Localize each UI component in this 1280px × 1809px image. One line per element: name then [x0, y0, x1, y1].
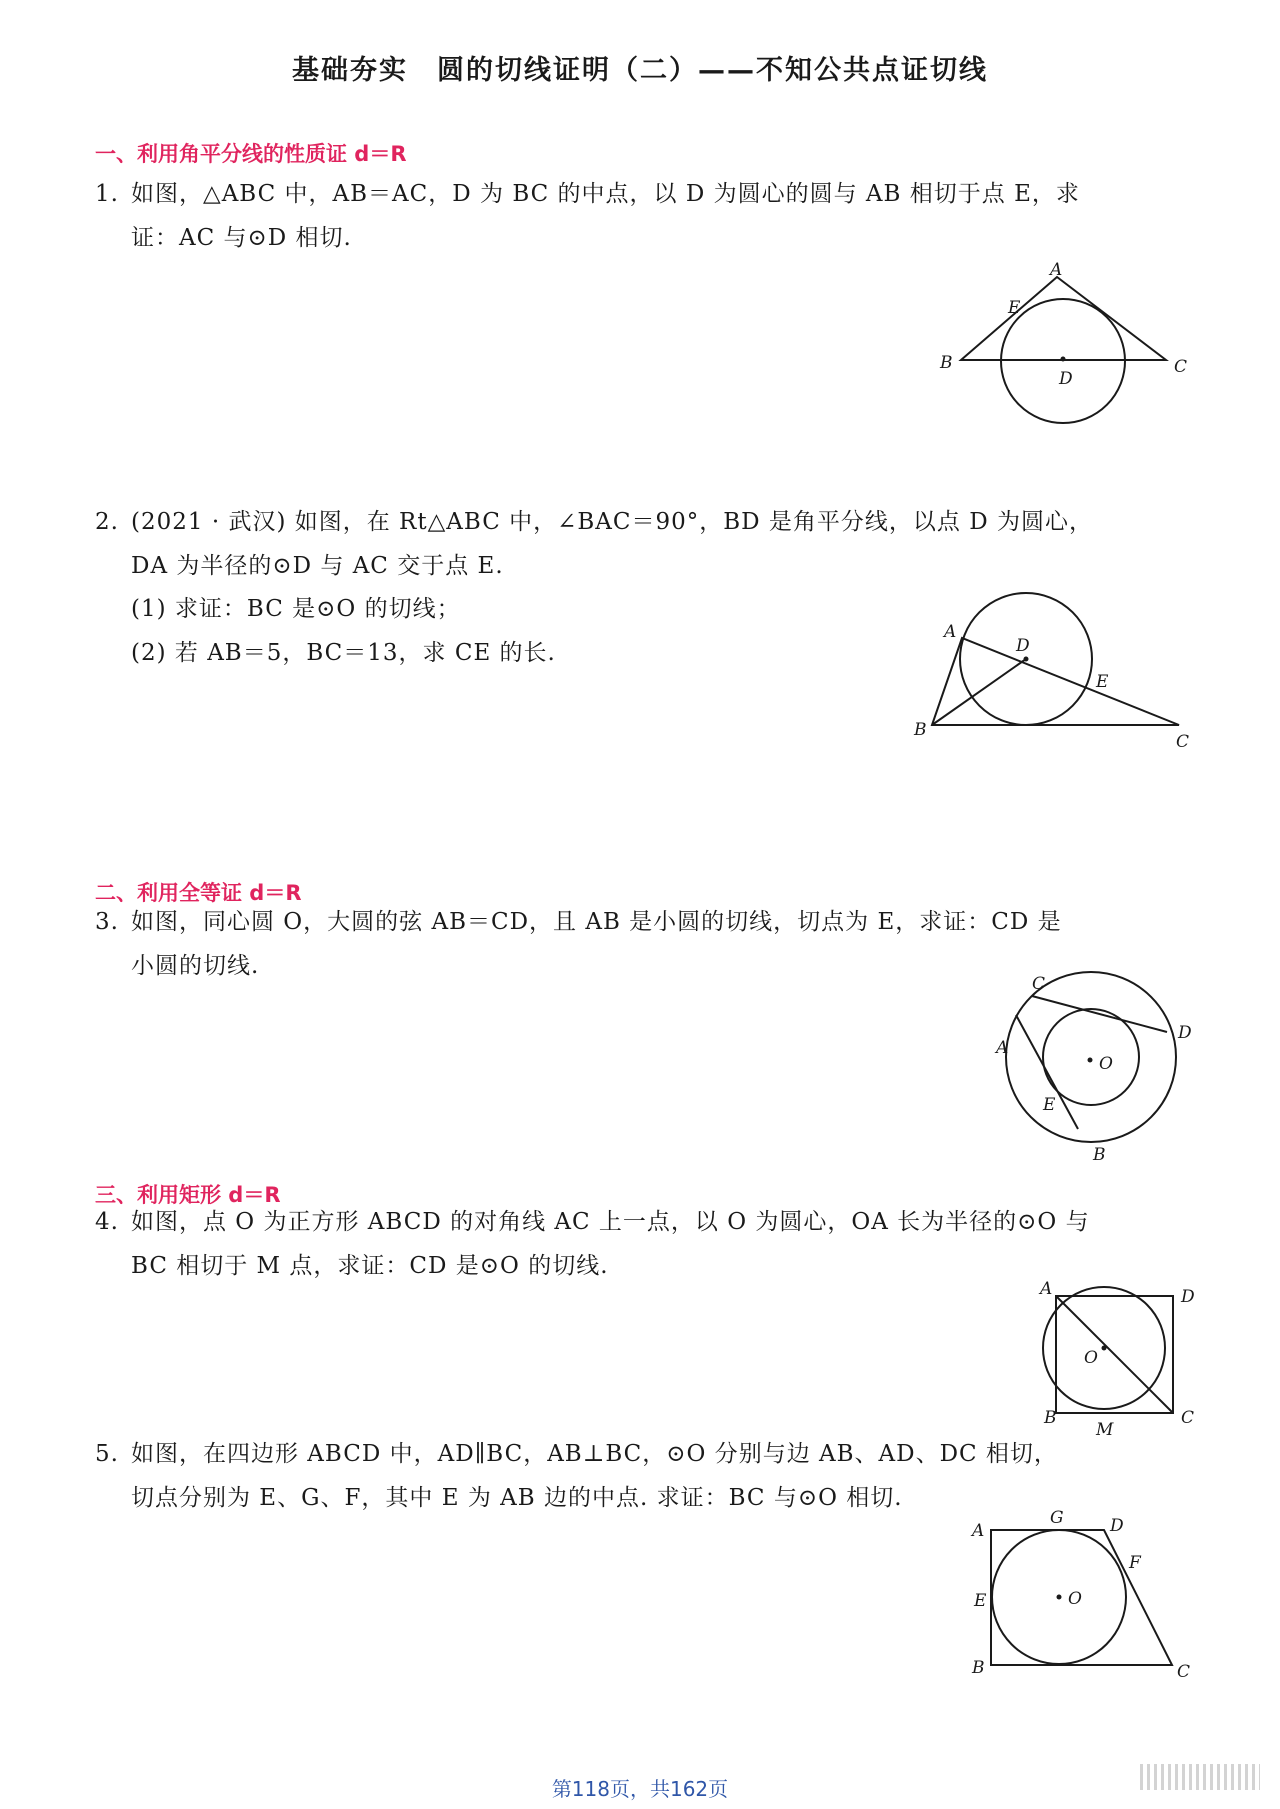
fig4-label-O: O [1084, 1348, 1098, 1368]
fig5-label-O: O [1068, 1589, 1082, 1609]
fig5-label-B: B [972, 1658, 985, 1678]
page-number: 第118页，共162页 [551, 1777, 729, 1801]
question-text-line2: 小圆的切线. [131, 953, 260, 979]
question-text-line2: BC 相切于 M 点，求证：CD 是⊙O 的切线. [131, 1253, 609, 1279]
question-2-part-1: (1) 求证：BC 是⊙O 的切线； [131, 596, 461, 622]
fig3-label-D: D [1178, 1023, 1192, 1043]
question-number: 4. [95, 1209, 119, 1235]
fig4-label-D: D [1181, 1287, 1195, 1307]
question-number: 1. [95, 181, 119, 207]
question-1 [95, 172, 1195, 260]
fig2-label-C: C [1176, 732, 1190, 752]
question-text-line2: 切点分别为 E、G、F，其中 E 为 AB 边的中点. 求证：BC 与⊙O 相切. [131, 1485, 903, 1511]
page-title: 基础夯实 圆的切线证明（二）——不知公共点证切线 [292, 55, 988, 86]
question-text-line1: (2021 · 武汉) 如图，在 Rt△ABC 中，∠BAC＝90°，BD 是角平分线，以点 D 为圆心， [131, 509, 1093, 535]
fig2-label-B: B [914, 720, 927, 740]
fig3-label-O: O [1099, 1054, 1113, 1074]
fig2-label-E: E [1096, 672, 1109, 692]
section-heading-3: 三、利用矩形 d＝R [95, 1183, 281, 1207]
fig5-label-F: F [1129, 1553, 1141, 1573]
fig3-label-C: C [1032, 974, 1046, 994]
fig1-label-D: D [1059, 369, 1073, 389]
question-text-line1: 如图，同心圆 O，大圆的弦 AB＝CD，且 AB 是小圆的切线，切点为 E，求证：CD 是 [131, 909, 1062, 935]
fig3-label-E: E [1043, 1095, 1056, 1115]
fig4-label-C: C [1181, 1408, 1195, 1428]
fig5-label-E: E [974, 1591, 987, 1611]
fig3-label-A: A [996, 1038, 1009, 1058]
fig2-label-A: A [944, 622, 957, 642]
question-text-line2: DA 为半径的⊙D 与 AC 交于点 E. [131, 553, 504, 579]
question-number: 3. [95, 909, 119, 935]
fig5-label-A: A [972, 1521, 985, 1541]
question-text-line1: 如图，点 O 为正方形 ABCD 的对角线 AC 上一点，以 O 为圆心，OA 长为半径的⊙O 与 [131, 1209, 1090, 1235]
question-text-line1: 如图，在四边形 ABCD 中，AD∥BC，AB⊥BC，⊙O 分别与边 AB、AD、DC 相切， [131, 1441, 1058, 1467]
question-4 [95, 1200, 1195, 1288]
question-number: 5. [95, 1441, 119, 1467]
figure-5 [960, 1500, 1200, 1690]
figure-1 [930, 260, 1190, 435]
fig5-label-G: G [1050, 1508, 1064, 1528]
fig4-label-M: M [1096, 1420, 1114, 1440]
fig5-label-C: C [1177, 1662, 1191, 1682]
fig1-label-E: E [1008, 298, 1021, 318]
section-heading-1: 一、利用角平分线的性质证 d＝R [95, 142, 407, 166]
question-2-part-2: (2) 若 AB＝5，BC＝13，求 CE 的长. [131, 640, 556, 666]
fig1-label-B: B [940, 353, 953, 373]
figure-3 [990, 975, 1200, 1175]
fig1-label-A: A [1050, 260, 1063, 280]
figure-4 [1030, 1280, 1210, 1445]
question-text-line2: 证：AC 与⊙D 相切. [131, 225, 352, 251]
fig5-label-D: D [1110, 1516, 1124, 1536]
fig1-label-C: C [1174, 357, 1188, 377]
fig4-label-A: A [1040, 1279, 1053, 1299]
fig3-label-B: B [1093, 1145, 1106, 1165]
fig2-label-D: D [1016, 636, 1030, 656]
question-2 [95, 500, 1195, 588]
question-number: 2. [95, 509, 119, 535]
fig4-label-B: B [1044, 1408, 1057, 1428]
question-text-line1: 如图，△ABC 中，AB＝AC，D 为 BC 的中点，以 D 为圆心的圆与 AB 相切于点 E，求 [131, 181, 1080, 207]
watermark-logo [1140, 1764, 1260, 1790]
section-heading-2: 二、利用全等证 d＝R [95, 881, 302, 905]
figure-2 [900, 585, 1200, 755]
